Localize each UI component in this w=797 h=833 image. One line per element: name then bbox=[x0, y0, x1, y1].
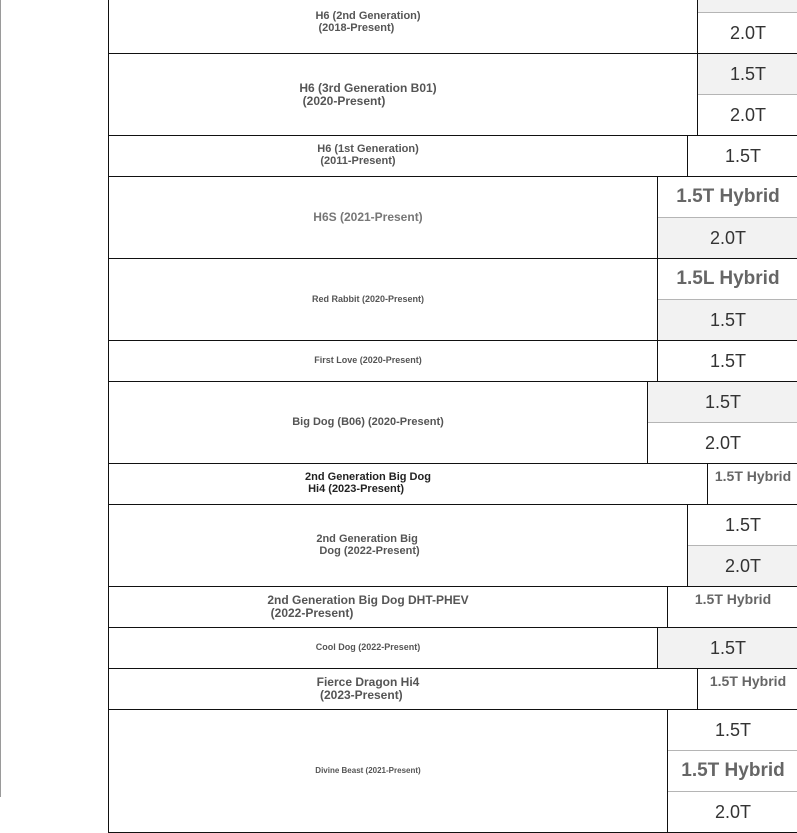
model-name: H6S (2021-Present) bbox=[313, 210, 423, 225]
table-row bbox=[109, 54, 797, 136]
engine-cell: 1.5T Hybrid bbox=[694, 591, 772, 607]
model-cell bbox=[109, 505, 688, 586]
engine-cells bbox=[698, 54, 797, 135]
table-row bbox=[109, 341, 797, 382]
engine-cells bbox=[698, 669, 797, 709]
engine-cell: 2.0T bbox=[658, 217, 797, 258]
engine-cells bbox=[658, 628, 797, 668]
model-cell bbox=[109, 464, 708, 504]
model-name: H6 (3rd Generation B01) (2020-Present) bbox=[299, 80, 437, 108]
model-name: 2nd Generation Big Dog (2022-Present) bbox=[316, 532, 420, 557]
model-name: Divine Beast (2021-Present) bbox=[315, 765, 421, 775]
model-cell bbox=[109, 710, 668, 832]
engine-cells bbox=[668, 710, 797, 832]
engine-cells bbox=[658, 177, 797, 258]
engine-cell bbox=[698, 0, 797, 12]
model-cell bbox=[109, 0, 698, 53]
table-row bbox=[109, 177, 797, 259]
engine-cell: 1.5T Hybrid bbox=[714, 468, 792, 484]
page-left-border bbox=[0, 0, 1, 797]
engine-cell: 2.0T bbox=[698, 12, 797, 53]
engine-cells bbox=[708, 464, 797, 504]
table-row bbox=[109, 587, 797, 628]
table-row bbox=[109, 669, 797, 710]
model-name: 2nd Generation Big Dog DHT-PHEV (2022-Present) bbox=[267, 593, 469, 620]
table-row bbox=[109, 464, 797, 505]
engine-cell: 1.5T Hybrid bbox=[668, 750, 797, 791]
engine-cell: 1.5T bbox=[658, 299, 797, 340]
engine-cells bbox=[688, 136, 797, 176]
table-row bbox=[109, 382, 797, 464]
model-name: Cool Dog (2022-Present) bbox=[315, 642, 421, 653]
engine-cell: 1.5T Hybrid bbox=[709, 673, 787, 689]
engine-cell: 1.5T bbox=[724, 145, 762, 166]
engine-cell: 1.5T bbox=[658, 628, 797, 668]
model-cell bbox=[109, 54, 698, 135]
engine-cell: 1.5T bbox=[724, 514, 762, 535]
engine-cells bbox=[688, 505, 797, 586]
model-name: Red Rabbit (2020-Present) bbox=[311, 293, 425, 304]
engine-cells bbox=[648, 382, 797, 463]
engine-cells bbox=[698, 0, 797, 53]
engine-cell: 1.5T Hybrid bbox=[676, 186, 780, 207]
engine-cell: 2.0T bbox=[648, 422, 797, 463]
engine-cell: 1.5T bbox=[714, 719, 752, 740]
engine-cells bbox=[668, 587, 797, 627]
model-cell bbox=[109, 669, 698, 709]
table-row bbox=[109, 136, 797, 177]
table-row bbox=[109, 259, 797, 341]
model-cell bbox=[109, 382, 648, 463]
engine-cells bbox=[658, 341, 797, 381]
model-cell bbox=[109, 136, 688, 176]
engine-cell: 2.0T bbox=[688, 545, 797, 586]
model-engine-table bbox=[108, 0, 797, 833]
engine-cell: 1.5T bbox=[698, 54, 797, 94]
engine-cell: 1.5T bbox=[648, 382, 797, 422]
engine-cell: 1.5T bbox=[709, 350, 747, 371]
model-name: 2nd Generation Big Dog Hi4 (2023-Present) bbox=[305, 471, 431, 495]
model-cell bbox=[109, 587, 668, 627]
model-name: Big Dog (B06) (2020-Present) bbox=[292, 415, 444, 428]
engine-cells bbox=[658, 259, 797, 340]
table-row bbox=[109, 0, 797, 54]
model-cell bbox=[109, 259, 658, 340]
table-row bbox=[109, 505, 797, 587]
model-name: First Love (2020-Present) bbox=[314, 355, 422, 366]
engine-cell: 2.0T bbox=[698, 94, 797, 135]
model-cell bbox=[109, 177, 658, 258]
table-row bbox=[109, 628, 797, 669]
engine-cell: 2.0T bbox=[668, 791, 797, 832]
engine-cell: 1.5L Hybrid bbox=[676, 268, 780, 289]
model-cell bbox=[109, 341, 658, 381]
table-row bbox=[109, 710, 797, 833]
model-name: H6 (1st Generation) (2011-Present) bbox=[317, 143, 419, 167]
model-name: H6 (2nd Generation) (2018-Present) bbox=[315, 9, 421, 34]
model-name: Fierce Dragon Hi4 (2023-Present) bbox=[316, 675, 420, 702]
model-cell bbox=[109, 628, 658, 668]
